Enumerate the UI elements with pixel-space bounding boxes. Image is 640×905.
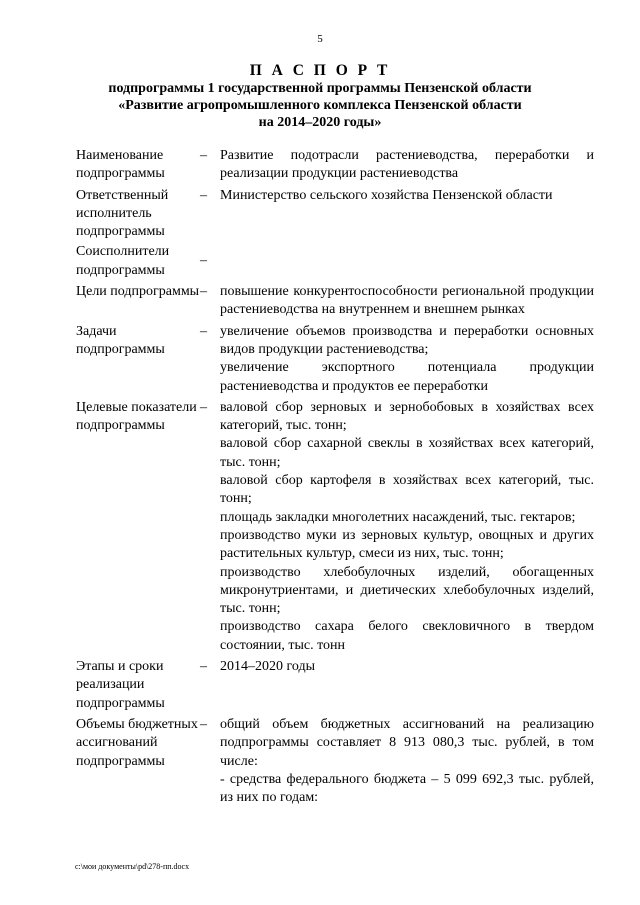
value-paragraph: общий объем бюджетных ассигнований на реализацию подпрограммы составляет 8 913 080,3 тыс. рублей, в том числе: [220, 716, 594, 769]
passport-table [76, 147, 596, 807]
title-line-passport: П А С П О Р Т [249, 62, 391, 79]
row-value [220, 147, 594, 184]
row-tasks [76, 323, 596, 396]
row-value [220, 323, 594, 396]
row-dash: – [200, 659, 207, 675]
value-paragraph: производство муки из зерновых культур, овощных и других растительных культур, смеси из них, тыс. тонн; [220, 527, 594, 562]
row-label: Этапы и сроки реализации подпрограммы [76, 659, 165, 711]
value-paragraph: валовой сбор сахарной свеклы в хозяйствах всех категорий, тыс. тонн; [220, 436, 594, 470]
file-path-footer: c:\мои документы\pd\278-пп.docx [75, 862, 190, 871]
row-budget [76, 716, 596, 807]
row-dash: – [200, 323, 207, 339]
row-target-indicators [76, 399, 596, 655]
title-line-subprogram: подпрограммы 1 государственной программы Пензенской области [108, 81, 532, 96]
value-paragraph: Министерство сельского хозяйства Пензенской области [220, 187, 553, 203]
value-paragraph: 2014–2020 годы [220, 659, 316, 675]
row-value [220, 399, 594, 655]
title-line-program-name: «Развитие агропромышленного комплекса Пензенской области [118, 98, 522, 113]
row-value [220, 716, 594, 807]
row-value [220, 187, 594, 205]
value-paragraph: площадь закладки многолетних насаждений, тыс. гектаров; [220, 509, 576, 525]
row-responsible [76, 187, 596, 242]
row-dash: – [200, 284, 207, 300]
row-dash: – [200, 399, 207, 415]
row-dash: – [200, 253, 207, 269]
row-dash: – [200, 716, 207, 732]
value-paragraph: Развитие подотрасли растениеводства, переработки и реализации продукции растениеводства [220, 148, 594, 182]
row-label: Цели подпрограммы [76, 284, 200, 300]
row-name [76, 147, 596, 184]
value-paragraph: увеличение объемов производства и переработки основных видов продукции растениеводства; [220, 323, 594, 357]
value-paragraph: производство сахара белого свекловичного в твердом состоянии, тыс. тонн [220, 619, 594, 653]
row-label: Целевые показатели подпрограммы [76, 399, 197, 434]
value-paragraph: - средства федерального бюджета – 5 099 692,3 тыс. рублей, из них по годам: [220, 771, 594, 806]
row-value [220, 658, 594, 676]
row-dash: – [200, 187, 207, 203]
row-value [220, 283, 594, 320]
value-paragraph: повышение конкурентоспособности региональной продукции растениеводства на внутреннем и внешнем рынках [220, 284, 594, 318]
title-line-years: на 2014–2020 годы» [258, 115, 382, 130]
value-paragraph: валовой сбор зерновых и зернобобовых в хозяйствах всех категорий, тыс. тонн; [220, 399, 594, 434]
page-number: 5 [317, 33, 323, 45]
document-title [60, 61, 580, 131]
value-paragraph: валовой сбор картофеля в хозяйствах всех категорий, тыс. тонн; [220, 473, 594, 507]
row-coexecutors [76, 243, 596, 280]
row-goals [76, 283, 596, 320]
row-stages [76, 658, 596, 713]
row-label: Наименование подпрограммы [76, 148, 165, 182]
row-label: Соисполнители подпрограммы [76, 244, 170, 278]
row-dash: – [200, 148, 207, 163]
row-label: Задачи подпрограммы [76, 323, 165, 357]
value-paragraph: увеличение экспортного потенциала продукции растениеводства и продуктов ее переработки [220, 360, 594, 394]
row-label: Ответственный исполнитель подпрограммы [76, 187, 169, 240]
row-label: Объемы бюджетных ассигнований подпрограммы [76, 716, 198, 769]
value-paragraph: производство хлебобулочных изделий, обогащенных микронутриентами, и диетических хлебобулочных изделий, тыс. тонн; [220, 564, 594, 617]
